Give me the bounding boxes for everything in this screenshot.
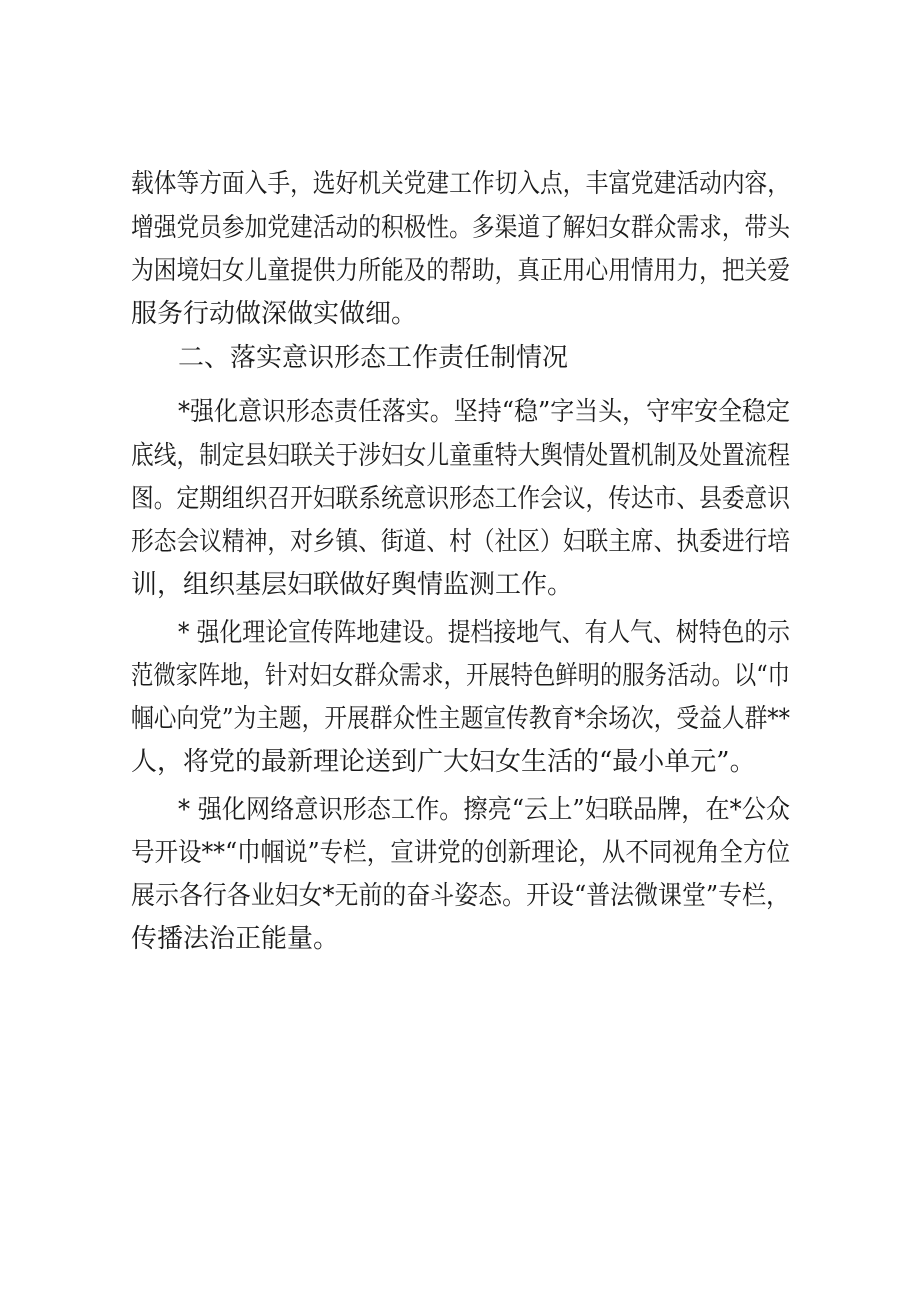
paragraph-line: *强化意识形态责任落实。坚持“稳”字当头，守牢安全稳定	[178, 397, 790, 427]
paragraph-line: 号开设**“巾帼说”专栏，宣讲党的创新理论，从不同视角全方位	[131, 838, 790, 868]
paragraph-line: 为困境妇女儿童提供力所能及的帮助，真正用心用情用力，把关爱	[131, 256, 790, 286]
paragraph-line: 人，将党的最新理论送到广大妇女生活的“最小单元”。	[131, 747, 756, 777]
paragraph-line: 范微家阵地，针对妇女群众需求，开展特色鲜明的服务活动。以“巾	[131, 661, 790, 691]
paragraph-line: * 强化理论宣传阵地建设。提档接地气、有人气、树特色的示	[178, 618, 790, 648]
paragraph-line: 帼心向党”为主题，开展群众性主题宣传教育*余场次，受益人群**	[131, 704, 790, 734]
paragraph-line: 底线，制定县妇联关于涉妇女儿童重特大舆情处置机制及处置流程	[131, 441, 790, 471]
paragraph-line: 增强党员参加党建活动的积极性。多渠道了解妇女群众需求，带头	[131, 213, 790, 243]
paragraph-line: 形态会议精神，对乡镇、街道、村（社区）妇联主席、执委进行培	[131, 527, 790, 557]
paragraph-line: * 强化网络意识形态工作。擦亮“云上”妇联品牌，在*公众	[178, 795, 790, 825]
section-heading: 二、落实意识形态工作责任制情况	[178, 343, 569, 373]
paragraph-line: 展示各行各业妇女*无前的奋斗姿态。开设“普法微课堂”专栏，	[131, 881, 790, 911]
paragraph-line: 训，组织基层妇联做好舆情监测工作。	[131, 570, 574, 600]
paragraph-line: 图。定期组织召开妇联系统意识形态工作会议，传达市、县委意识	[131, 484, 790, 514]
paragraph-line: 载体等方面入手，选好机关党建工作切入点，丰富党建活动内容，	[131, 169, 790, 199]
paragraph-line: 传播法治正能量。	[131, 924, 340, 954]
paragraph-line: 服务行动做深做实做细。	[131, 299, 418, 329]
